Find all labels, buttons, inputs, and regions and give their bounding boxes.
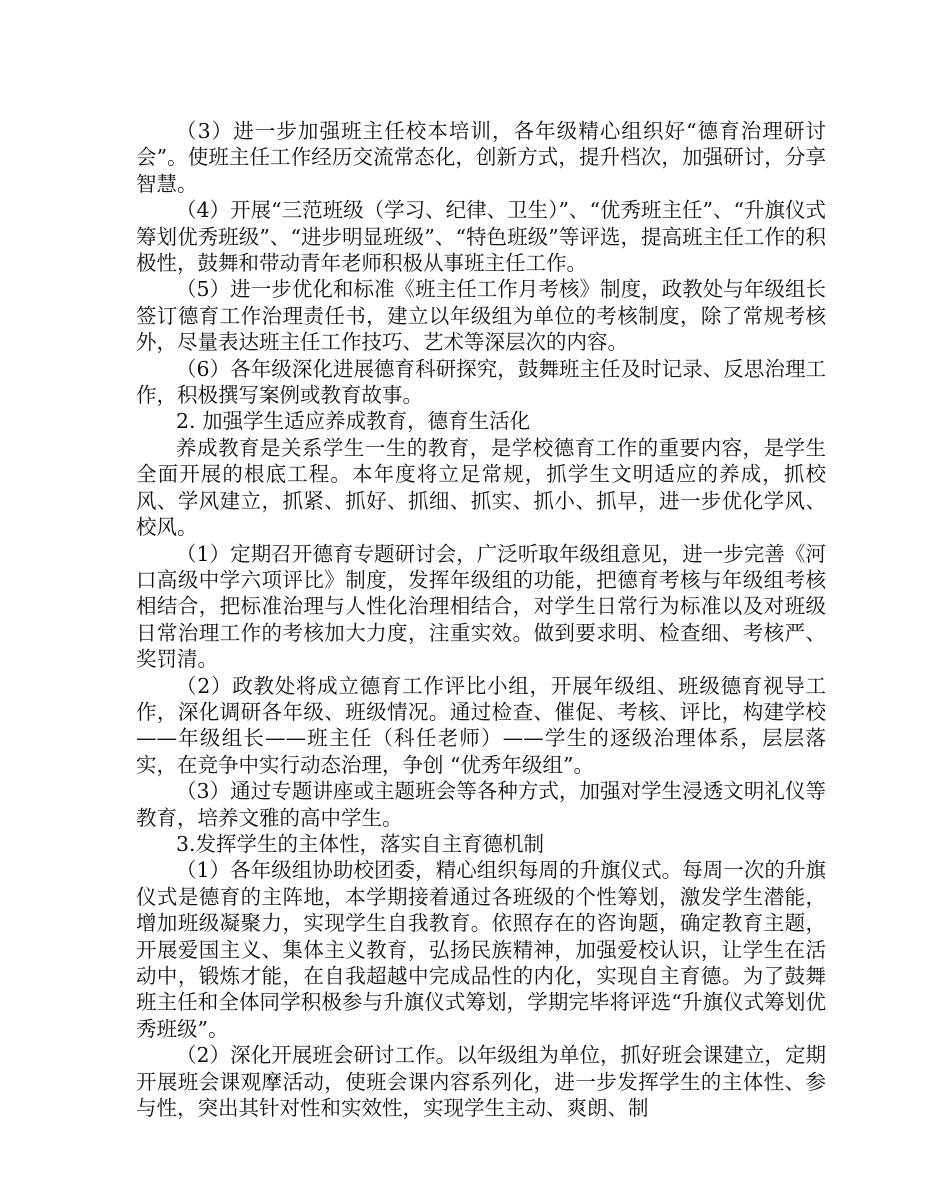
paragraph-seminar: （1）定期召开德育专题研讨会，广泛听取年级组意见，进一步完善《河口高级中学六项评比》制度，发挥年级组的功能，把德育考核与年级组考核相结合，把标准治理与人性化治理相结合，对学生日常行为标准以及对班级日常治理工作的考核加大力度，注重实效。做到要求明、检查细、考核严、奖罚清。 <box>136 541 826 672</box>
paragraph-monthly-assessment: （5）进一步优化和标准《班主任工作月考核》制度，政教处与年级组长签订德育工作治理责任书，建立以年级组为单位的考核制度，除了常规考核外，尽量表达班主任工作技巧、艺术等深层次的内容。 <box>136 277 826 355</box>
section-heading-student-subject: 3.发挥学生的主体性，落实自主育德机制 <box>176 831 545 856</box>
paragraph-flag-ceremony: （1）各年级组协助校团委，精心组织每周的升旗仪式。每周一次的升旗仪式是德育的主阵地，本学期接着通过各班级的个性筹划，激发学生潜能，增加班级凝聚力，实现学生自我教育。依照存在的咨询题，确定教育主题，开展爱国主义、集体主义教育，弘扬民族精神，加强爱校认识，让学生在活动中，锻炼才能，在自我超越中完成品性的内化，实现自主育德。为了鼓舞班主任和全体同学积极参与升旗仪式筹划，学期完毕将评选“升旗仪式筹划优秀班级”。 <box>136 858 826 1041</box>
section-heading-habit-education: 2. 加强学生适应养成教育，德育生活化 <box>176 409 531 434</box>
paragraph-class-meeting: （2）深化开展班会研讨工作。以年级组为单位，抓好班会课建立，定期开展班会课观摩活动，使班会课内容系列化，进一步发挥学生的主体性、参与性，突出其针对性和实效性，实现学生主动、爽朗、制 <box>136 1043 826 1121</box>
paragraph-evaluation: （4）开展“三范班级（学习、纪律、卫生）”、“优秀班主任”、“升旗仪式筹划优秀班级”、“进步明显班级”、“特色班级”等评选，提高班主任工作的积极性，鼓舞和带动青年老师积极从事班主任工作。 <box>136 198 826 276</box>
document-body <box>136 118 826 1121</box>
paragraph-training: （3）进一步加强班主任校本培训，各年级精心组织好“德育治理研讨会”。使班主任工作经历交流常态化，创新方式，提升档次，加强研讨，分享智慧。 <box>136 119 826 196</box>
paragraph-habit-intro: 养成教育是关系学生一生的教育，是学校德育工作的重要内容，是学生全面开展的根底工程。本年度将立足常规，抓学生文明适应的养成，抓校风、学风建立，抓紧、抓好、抓细、抓实、抓小、抓早，进一步优化学风、校风。 <box>136 435 826 540</box>
paragraph-etiquette: （3）通过专题讲座或主题班会等各种方式，加强对学生浸透文明礼仪等教育，培养文雅的高中学生。 <box>136 779 826 830</box>
paragraph-evaluation-group: （2）政教处将成立德育工作评比小组，开展年级组、班级德育视导工作，深化调研各年级、班级情况。通过检查、催促、考核、评比，构建学校——年级组长——班主任（科任老师）——学生的逐级治理体系，层层落实，在竞争中实行动态治理，争创 “优秀年级组”。 <box>136 673 826 777</box>
paragraph-research: （6）各年级深化进展德育科研探究，鼓舞班主任及时记录、反思治理工作，积极撰写案例或教育故事。 <box>136 356 826 408</box>
